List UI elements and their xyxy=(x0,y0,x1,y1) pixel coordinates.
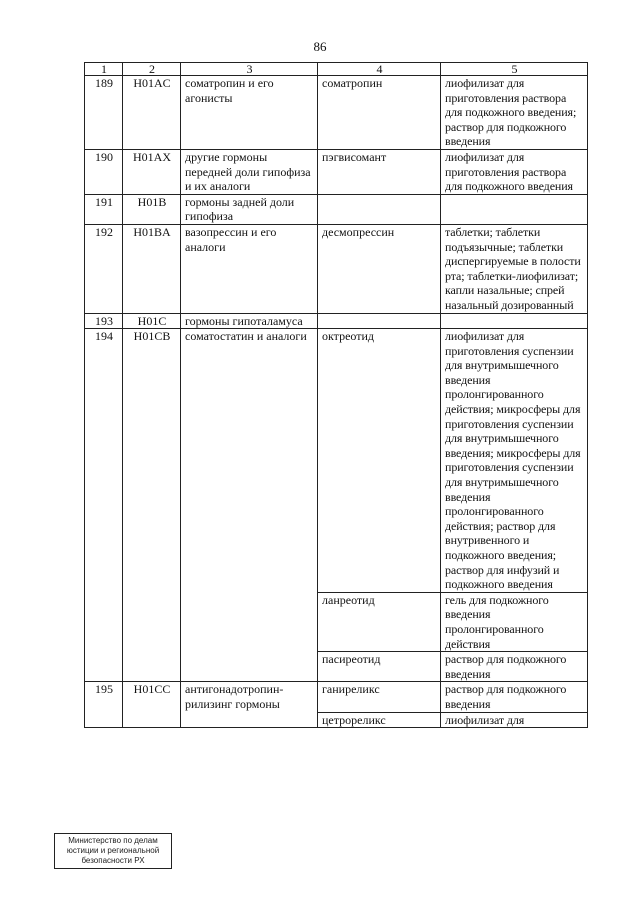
table-header-row xyxy=(85,63,588,76)
anatomical-group: антигонадотропин-рилизинг гормоны xyxy=(181,682,318,728)
row-number: 193 xyxy=(85,313,123,329)
anatomical-group: вазопрессин и его аналоги xyxy=(181,224,318,313)
header-col-5: 5 xyxy=(441,63,588,76)
drug-name: пэгвисомант xyxy=(318,149,441,194)
row-number: 194 xyxy=(85,329,123,682)
dosage-form: лиофилизат для приготовления раствора для подкожного введения; раствор для подкожного введения xyxy=(441,76,588,150)
row-number: 195 xyxy=(85,682,123,728)
dosage-form: лиофилизат для приготовления суспензии для внутримышечного введения пролонгированного действия; микросферы для приготовления суспензии для внутримышечного введения; микросферы для приготовления суспензии для внутримышечного введения пролонгированного действия; раствор для внутривенного и подкожного введения; раствор для инфузий и подкожного введения xyxy=(441,329,588,593)
table-row xyxy=(85,149,588,194)
drug-name: соматропин xyxy=(318,76,441,150)
row-number: 191 xyxy=(85,194,123,224)
dosage-form: лиофилизат для приготовления раствора для подкожного введения xyxy=(441,149,588,194)
table-row xyxy=(85,76,588,150)
atc-code: H01B xyxy=(123,194,181,224)
dosage-form: раствор для подкожного введения xyxy=(441,682,588,712)
atc-code: H01AX xyxy=(123,149,181,194)
anatomical-group: гормоны задней доли гипофиза xyxy=(181,194,318,224)
header-col-2: 2 xyxy=(123,63,181,76)
dosage-form xyxy=(441,194,588,224)
anatomical-group: другие гормоны передней доли гипофиза и их аналоги xyxy=(181,149,318,194)
table-row xyxy=(85,329,588,593)
dosage-form: таблетки; таблетки подъязычные; таблетки диспергируемые в полости рта; таблетки-лиофилизат; капли назальные; спрей назальный дозированный xyxy=(441,224,588,313)
table-row xyxy=(85,194,588,224)
anatomical-group: гормоны гипоталамуса xyxy=(181,313,318,329)
drug-name: октреотид xyxy=(318,329,441,593)
table-row xyxy=(85,682,588,712)
atc-code: H01CC xyxy=(123,682,181,728)
anatomical-group: соматропин и его агонисты xyxy=(181,76,318,150)
stamp-line: юстиции и региональной xyxy=(66,846,160,855)
drug-name: десмопрессин xyxy=(318,224,441,313)
table-row xyxy=(85,313,588,329)
drug-name: пасиреотид xyxy=(318,652,441,682)
atc-code: H01AC xyxy=(123,76,181,150)
atc-code: H01C xyxy=(123,313,181,329)
atc-code: H01BA xyxy=(123,224,181,313)
drug-name xyxy=(318,313,441,329)
row-number: 189 xyxy=(85,76,123,150)
row-number: 190 xyxy=(85,149,123,194)
dosage-form: гель для подкожного введения пролонгированного действия xyxy=(441,592,588,651)
header-col-1: 1 xyxy=(85,63,123,76)
drug-name: ганиреликс xyxy=(318,682,441,712)
stamp-line: Министерство по делам xyxy=(68,836,158,845)
medicine-register-table xyxy=(84,62,588,728)
drug-name xyxy=(318,194,441,224)
row-number: 192 xyxy=(85,224,123,313)
stamp-line: безопасности РХ xyxy=(81,856,145,865)
table-row xyxy=(85,224,588,313)
drug-name: ланреотид xyxy=(318,592,441,651)
header-col-4: 4 xyxy=(318,63,441,76)
anatomical-group: соматостатин и аналоги xyxy=(181,329,318,682)
drug-name: цетрореликс xyxy=(318,712,441,728)
dosage-form: лиофилизат для xyxy=(441,712,588,728)
page-number: 86 xyxy=(313,39,327,54)
dosage-form: раствор для подкожного введения xyxy=(441,652,588,682)
header-col-3: 3 xyxy=(181,63,318,76)
atc-code: H01CB xyxy=(123,329,181,682)
dosage-form xyxy=(441,313,588,329)
ministry-stamp xyxy=(54,833,172,869)
